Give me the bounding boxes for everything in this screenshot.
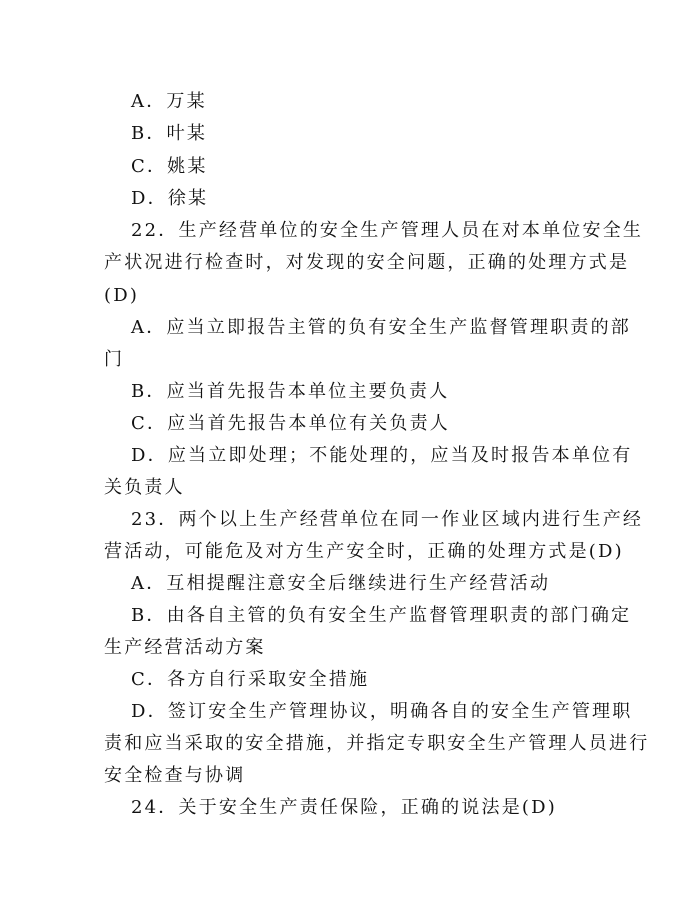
q22-option-a-line-2: 门 [104, 349, 125, 370]
q22-option-d-line-2: 关负责人 [104, 477, 185, 498]
q21-option-d: D．徐某 [131, 188, 209, 209]
q23-option-d-line-1: D．签订安全生产管理协议，明确各自的安全生产管理职 [131, 701, 633, 722]
q24-question: 24．关于安全生产责任保险，正确的说法是(D) [131, 797, 557, 818]
q22-question-line-2: 产状况进行检查时，对发现的安全问题，正确的处理方式是 [104, 252, 630, 273]
q23-option-b-line-2: 生产经营活动方案 [104, 637, 266, 658]
q22-option-d-line-1: D．应当立即处理；不能处理的，应当及时报告本单位有 [131, 445, 633, 466]
q21-option-a: A．万某 [131, 91, 207, 112]
q23-option-a: A．互相提醒注意安全后继续进行生产经营活动 [131, 573, 551, 594]
q23-question-line-1: 23．两个以上生产经营单位在同一作业区域内进行生产经 [131, 509, 644, 530]
q21-option-c: C．姚某 [131, 156, 208, 177]
q22-question-line-1: 22．生产经营单位的安全生产管理人员在对本单位安全生 [131, 220, 644, 241]
q22-option-a-line-1: A．应当立即报告主管的负有安全生产监督管理职责的部 [131, 317, 631, 338]
q21-option-b: B．叶某 [131, 123, 208, 144]
q23-option-d-line-2: 责和应当采取的安全措施，并指定专职安全生产管理人员进行 [104, 733, 650, 754]
q22-answer: (D) [104, 285, 140, 306]
q22-option-b: B．应当首先报告本单位主要负责人 [131, 381, 450, 402]
q23-question-line-2: 营活动，可能危及对方生产安全时，正确的处理方式是(D) [104, 541, 624, 562]
q23-option-c: C．各方自行采取安全措施 [131, 669, 370, 690]
q22-option-c: C．应当首先报告本单位有关负责人 [131, 413, 450, 434]
q23-option-b-line-1: B．由各自主管的负有安全生产监督管理职责的部门确定 [131, 605, 632, 626]
q23-option-d-line-3: 安全检查与协调 [104, 765, 246, 786]
